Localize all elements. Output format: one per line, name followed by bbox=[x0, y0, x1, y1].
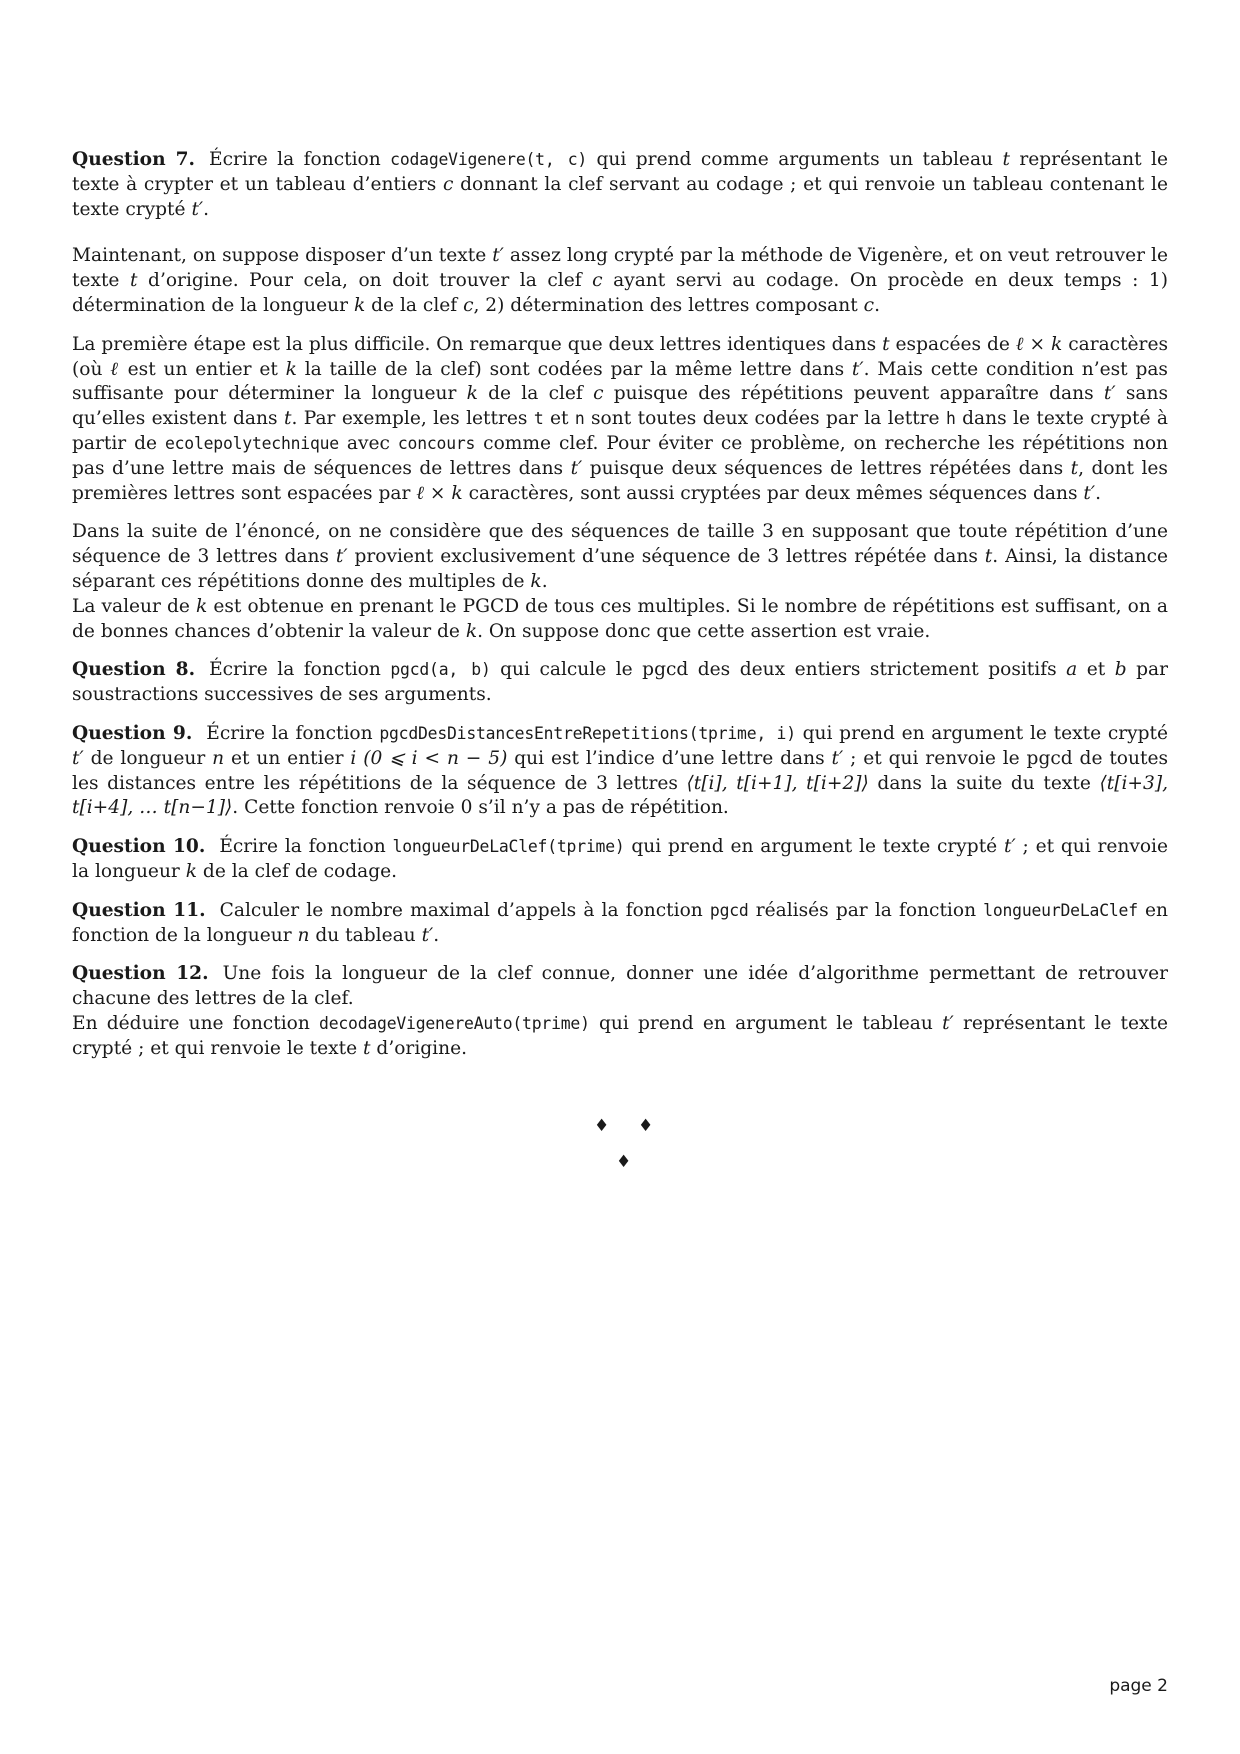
paragraph-maintenant: Maintenant, on suppose disposer d’un texte t′ assez long crypté par la méthode de Vigenère, et on veut retrouver le texte t d’origine. Pour cela, on doit trouver la clef c ayant servi au codage. On procède en deux temps : 1) détermination de la longueur k de la clef c, 2) détermination des lettres composant c. bbox=[72, 245, 1168, 316]
diamond-icon: ♦ bbox=[638, 1116, 654, 1136]
document-body bbox=[72, 148, 1168, 1076]
code-snippet: concours bbox=[397, 433, 476, 453]
diamond-icon: ♦ bbox=[594, 1116, 610, 1136]
code-snippet: longueurDeLaClef(tprime) bbox=[392, 837, 625, 857]
question-label: Question 12. bbox=[72, 963, 209, 985]
question-7: Question 7. Écrire la fonction codageVigenere(t, c) qui prend comme arguments un tableau t représentant le texte à crypter et un tableau d’entiers c donnant la clef servant au codage ; et qui renvoie un tableau contenant le texte crypté t′. bbox=[72, 149, 1168, 220]
code-snippet: decodageVigenereAuto(tprime) bbox=[319, 1013, 590, 1033]
page-number: page 2 bbox=[1109, 1676, 1168, 1696]
code-snippet: ecolepolytechnique bbox=[164, 433, 339, 453]
code-snippet: t bbox=[533, 409, 544, 429]
question-label: Question 7. bbox=[72, 149, 196, 170]
code-snippet: h bbox=[946, 409, 956, 429]
question-label: Question 10. bbox=[72, 836, 206, 858]
diamond-icon: ♦ bbox=[616, 1152, 632, 1172]
code-snippet: codageVigenere(t, c) bbox=[390, 150, 588, 169]
section-end-ornament bbox=[580, 1110, 660, 1180]
code-snippet: n bbox=[574, 409, 585, 429]
code-snippet: pgcd bbox=[709, 900, 749, 920]
question-label: Question 11. bbox=[72, 899, 206, 921]
code-snippet: pgcd(a, b) bbox=[390, 660, 491, 680]
code-snippet: pgcdDesDistancesEntreRepetitions(tprime, i) bbox=[379, 723, 796, 743]
question-label: Question 8. bbox=[72, 659, 196, 681]
paragraph-premiere-etape: La première étape est la plus difficile. On remarque que deux lettres identiques dans t espacées de ℓ × k caractères (où ℓ est un entier et k la taille de la clef) sont codées par la même lettre dans t′. Mais cette condition n’est pas suffisante pour déterminer la longueur k de la clef c puisque des répétitions peuvent apparaître dans t′ sans qu’elles existent dans t. Par exemple, les lettres t et n sont toutes deux codées par la lettre h dans le texte crypté à partir de ecolepolytechnique avec concours comme clef. Pour éviter ce problème, on recherche les répétitions non pas d’une lettre mais de séquences de lettres dans t′ puisque deux séquences de lettres répétées dans t, dont les premières lettres sont espacées par ℓ × k caractères, sont aussi cryptées par deux mêmes séquences dans t′. bbox=[72, 333, 1169, 504]
question-9: Question 9. Écrire la fonction pgcdDesDistancesEntreRepetitions(tprime, i) qui prend en argument le texte crypté t′ de longueur n et un entier i (0 ⩽ i < n − 5) qui est l’indice d’une lettre dans t′ ; et qui renvoie le pgcd de toutes les distances entre les répétitions de la séquence de 3 lettres ⟨t[i], t[i+1], t[i+2]⟩ dans la suite du texte ⟨t[i+3], t[i+4], … t[n−1]⟩. Cette fonction renvoie 0 s’il n’y a pas de répétition. bbox=[72, 722, 1168, 819]
question-11: Question 11. Calculer le nombre maximal d’appels à la fonction pgcd réalisés par la fonction longueurDeLaClef en fonction de la longueur n du tableau t′. bbox=[72, 899, 1168, 946]
question-8: Question 8. Écrire la fonction pgcd(a, b) qui calcule le pgcd des deux entiers strictement positifs a et b par soustractions successives de ses arguments. bbox=[72, 659, 1168, 706]
question-label: Question 9. bbox=[72, 722, 193, 744]
paragraph-dans-la-suite: Dans la suite de l’énoncé, on ne considère que des séquences de taille 3 en supposant que toute répétition d’une séquence de 3 lettres dans t′ provient exclusivement d’une séquence de 3 lettres répétée dans t. Ainsi, la distance séparant ces répétitions donne des multiples de k. La valeur de k est obtenue en prenant le PGCD de tous ces multiples. Si le nombre de répétitions est suffisant, on a de bonnes chances d’obtenir la valeur de k. On suppose donc que cette assertion est vraie. bbox=[72, 521, 1168, 642]
question-12: Question 12. Une fois la longueur de la clef connue, donner une idée d’algorithme permettant de retrouver chacune des lettres de la clef. En déduire une fonction decodageVigenereAuto(tprime) qui prend en argument le tableau t′ représentant le texte crypté ; et qui renvoie le texte t d’origine. bbox=[72, 963, 1168, 1059]
code-snippet: longueurDeLaClef bbox=[983, 900, 1138, 920]
question-10: Question 10. Écrire la fonction longueurDeLaClef(tprime) qui prend en argument le texte crypté t′ ; et qui renvoie la longueur k de la clef de codage. bbox=[72, 836, 1169, 882]
